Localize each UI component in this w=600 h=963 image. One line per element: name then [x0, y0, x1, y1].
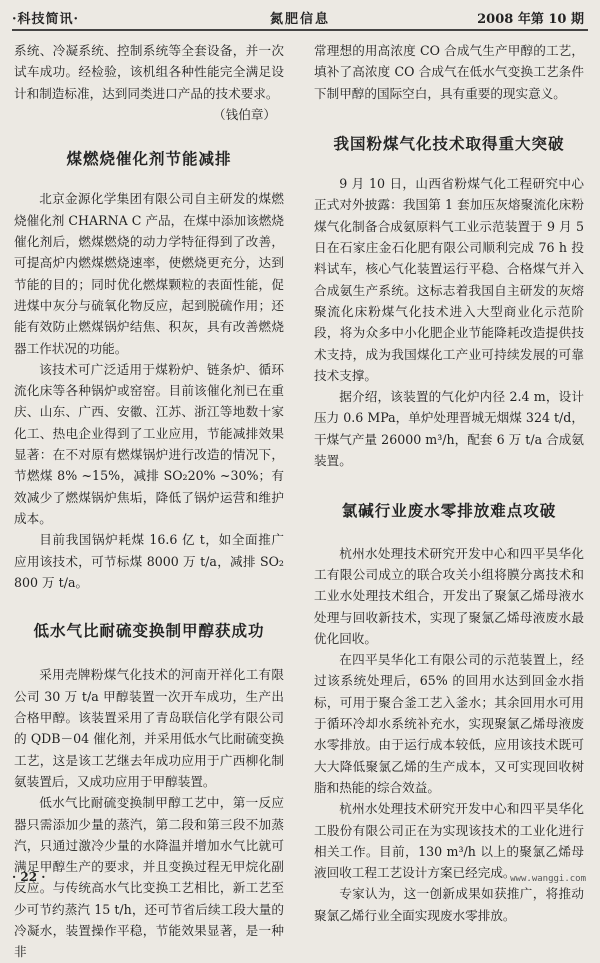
article-paragraph: 目前我国锅炉耗煤 16.6 亿 t，如全面推广应用该技术，可节标煤 8000 万 t/a，减排 SO₂ 800 万 t/a。 [14, 532, 284, 590]
article-title-coal-gasification: 我国粉煤气化技术取得重大突破 [333, 134, 565, 153]
right-column [314, 40, 584, 926]
article-paragraph: 该技术可广泛适用于煤粉炉、链条炉、循环流化床等各种锅炉或窑窑。目前该催化剂已在重庆、山东、广西、安徽、江苏、浙江等地数十家化工、热电企业得到了工业应用，节能减排效果显著：在不对原有燃煤锅炉进行改造的情况下，节燃煤 8% ~15%，减排 SO₂20% ~30%；有效减少了燃煤锅炉焦垢，降低了锅炉运营和维护成本。 [14, 361, 284, 526]
article-title-chlor-alkali: 氯碱行业废水零排放难点攻破 [341, 502, 557, 521]
article-title-methanol: 低水气比耐硫变换制甲醇获成功 [33, 622, 265, 641]
article-paragraph: 在四平昊华化工有限公司的示范装置上，经过该系统处理后，65% 的回用水达到回金水指标，可用于聚合釜工艺入釜水；其余回用水可用于循环冷却水系统补充水，实现聚氯乙烯母液废水零排放。由于运行成本较低，应用该技术既可大大降低聚氯乙烯的生产成本，又可实现回收树脂和热能的综合效益。 [314, 652, 584, 795]
article-paragraph: 低水气比耐硫变换制甲醇工艺中，第一反应器只需添加少量的蒸汽，第二段和第三段不加蒸汽，只通过激冷少量的水降温并增加水气比就可满足甲醇生产的要求，并且变换过程无甲烷化副反应。与传统高水气比变换工艺相比，新工艺至少可节约蒸汽 15 t/h，还可节省后续工段大量的冷凝水，装置操作平稳，节能效果显著，是一种非 [14, 795, 284, 960]
article-paragraph: 据介绍，该装置的气化炉内径 2.4 m，设计压力 0.6 MPa，单炉处理晋城无烟煤 324 t/d，干煤气产量 26000 m³/h，配套 6 万 t/a 合成氨装置。 [314, 389, 584, 469]
journal-name: 氮肥信息 [269, 12, 330, 27]
article-paragraph: 采用壳牌粉煤气化技术的河南开祥化工有限公司 30 万 t/a 甲醇装置一次开车成功，生产出合格甲醇。该装置采用了青岛联信化学有限公司的 QDB－04 催化剂，并采用低水气比耐硫变换工艺，这是该工艺继去年成功应用于广西柳化制氨装置后，又成功应用于甲醇装置。 [14, 667, 284, 789]
article-title-catalyst: 煤燃烧催化剂节能减排 [66, 150, 232, 169]
watermark: www.wanggi.com [510, 874, 586, 884]
article-paragraph: 9 月 10 日，山西省粉煤气化工程研究中心正式对外披露：我国第 1 套加压灰熔聚流化床粉煤气化制备合成氨原料气工业示范装置于 9 月 5 日在石家庄金石化肥有限公司顺利完成 76 h 投料试车，核心气化装置运行平稳、合格煤气并入合成氨生产系统。这标志着我国自主研发的灰熔聚流化床粉煤气化技术进入大型商业化示范阶段，将为众多中小化肥企业节能降耗改造提供技术支持，成为我国煤化工产业可持续发展的可靠技术支撑。 [314, 176, 584, 383]
left-column [14, 40, 284, 963]
author-signature: （钱伯章） [213, 106, 276, 122]
article-paragraph: 杭州水处理技术研究开发中心和四平昊华化工股份有限公司正在为实现该技术的工业化进行相关工作。目前，130 m³/h 以上的聚氯乙烯母液回收工程工艺设计方案已经完成。 [314, 801, 584, 881]
issue-label: 2008 年第 10 期 [477, 12, 584, 27]
article-paragraph: 专家认为，这一创新成果如获推广，将推动聚氯乙烯行业全面实现废水零排放。 [314, 886, 584, 923]
page-header [0, 0, 600, 30]
article-paragraph: 杭州水处理技术研究开发中心和四平昊华化工有限公司成立的联合攻关小组将膜分离技术和工业水处理技术组合，开发出了聚氯乙烯母液水处理与回收新技术，实现了聚氯乙烯母液废水最优化回收。 [314, 545, 584, 646]
continued-paragraph: 常理想的用高浓度 CO 合成气生产甲醇的工艺，填补了高浓度 CO 合成气在低水气变换工艺条件下制甲醇的国际空白，具有重要的现实意义。 [314, 43, 584, 101]
section-label: ·科技简讯· [12, 12, 80, 27]
header-rule [12, 29, 588, 31]
continued-paragraph: 系统、冷凝系统、控制系统等全套设备，并一次试车成功。经检验，该机组各种性能完全满足设计和制造标准，达到同类进口产品的技术要求。 [14, 43, 284, 101]
article-paragraph: 北京金源化学集团有限公司自主研发的煤燃烧催化剂 CHARNA C 产品，在煤中添加该燃烧催化剂后，燃煤燃烧的动力学特征得到了改善，可提高炉内燃煤燃烧速率，使燃烧更充分，达到节能的目的；同时优化燃煤颗粒的表面性能，促进煤中灰分与硫氧化物反应，起到脱硫作用；还能有效防止燃煤锅炉结焦、积灰，具有改善燃烧器工作状况的功能。 [14, 191, 284, 356]
page-number: · 22 · [12, 870, 46, 884]
